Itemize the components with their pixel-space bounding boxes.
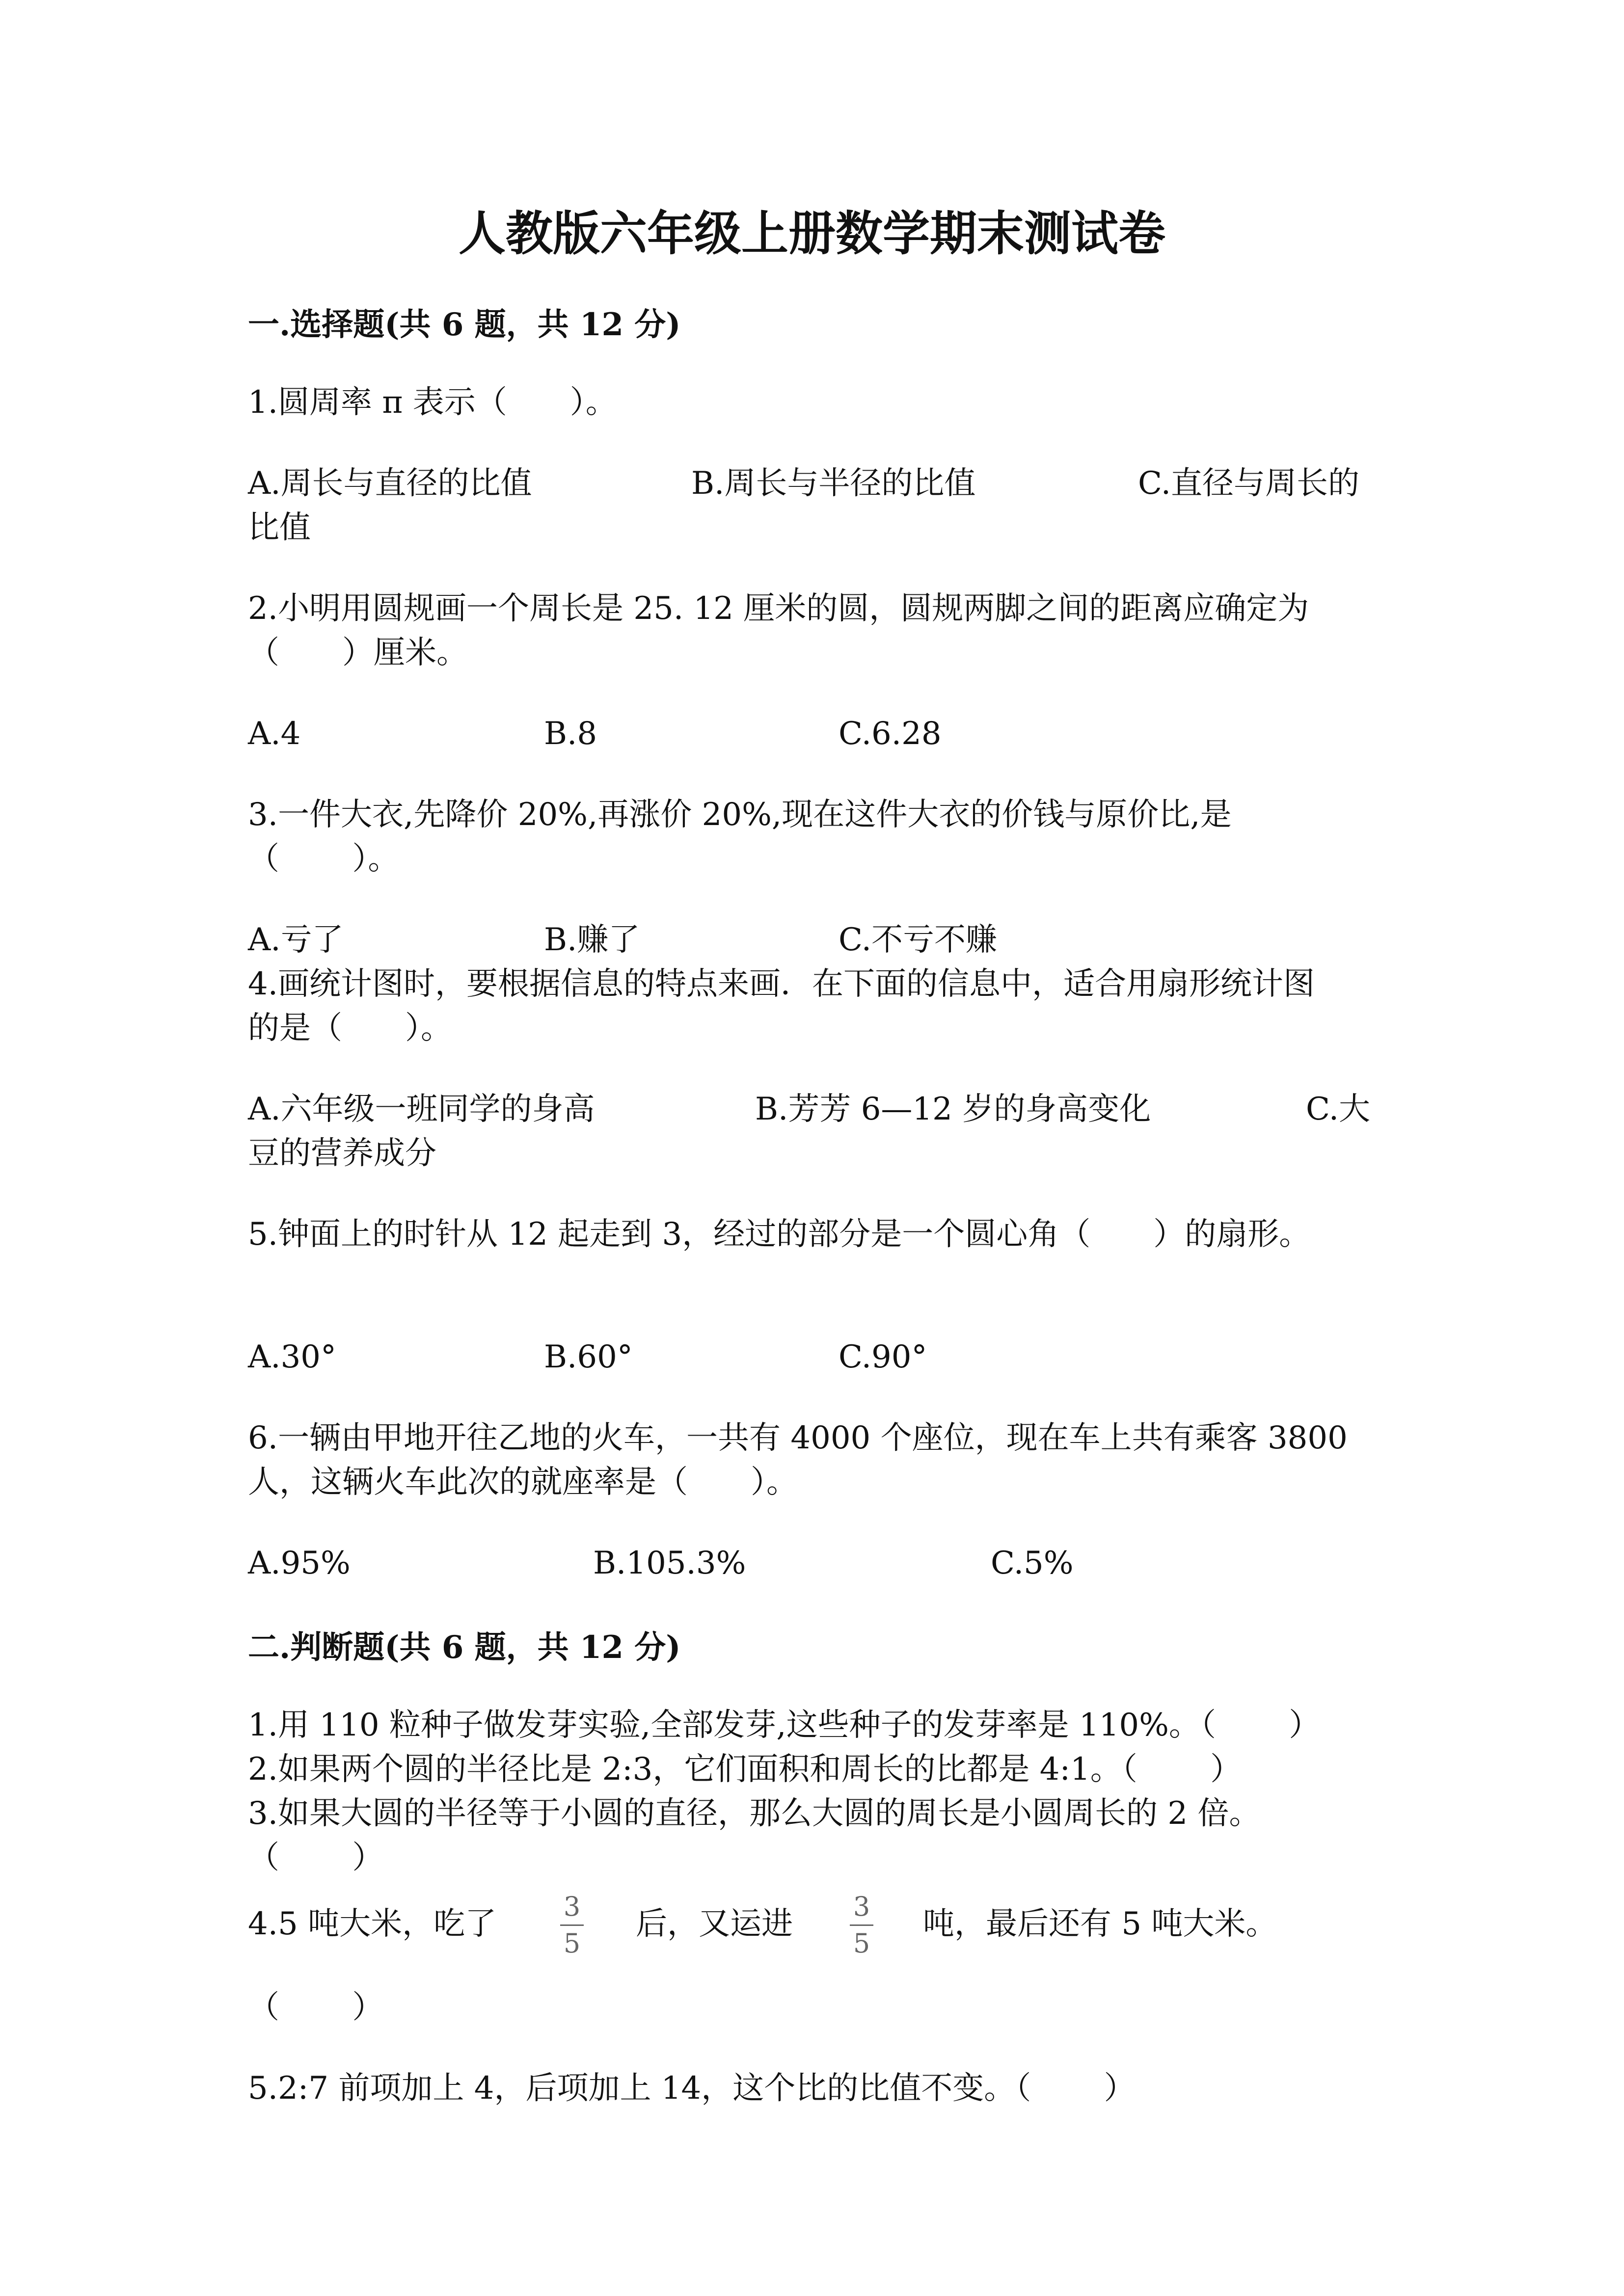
tf-q5: 5.2:7 前项加上 4，后项加上 14，这个比的比值不变。（ ） <box>248 2070 1136 2107</box>
q2-stem-line2: （ ）厘米。 <box>248 635 468 671</box>
tf-q1: 1.用 110 粒种子做发芽实验,全部发芽,这些种子的发芽率是 110%。（ ） <box>248 1707 1321 1743</box>
q1-stem: 1.圆周率 π 表示（ ）。 <box>248 384 617 421</box>
q4-option-c: C.大 <box>1306 1091 1371 1127</box>
q4-option-c-cont: 豆的营养成分 <box>248 1135 436 1172</box>
q5-option-b: B.60° <box>544 1339 633 1375</box>
q5-option-a: A.30° <box>248 1339 336 1375</box>
fraction-bar <box>560 1924 584 1926</box>
fraction-denominator: 5 <box>563 1928 581 1959</box>
q6-stem-line1: 6.一辆由甲地开往乙地的火车，一共有 4000 个座位，现在车上共有乘客 3800 <box>248 1420 1348 1456</box>
tf-q3-line1: 3.如果大圆的半径等于小圆的直径，那么大圆的周长是小圆周长的 2 倍。 <box>248 1795 1261 1832</box>
q6-stem-line2: 人，这辆火车此次的就座率是（ ）。 <box>248 1464 798 1500</box>
q6-option-a: A.95% <box>248 1545 351 1581</box>
q6-option-b: B.105.3% <box>593 1545 746 1581</box>
tf-q4-blank: （ ） <box>248 1989 384 2026</box>
q2-option-a: A.4 <box>248 716 301 752</box>
fraction-numerator: 3 <box>563 1891 581 1922</box>
section1-heading: 一.选择题(共 6 题，共 12 分) <box>248 306 681 343</box>
q5-stem: 5.钟面上的时针从 12 起走到 3，经过的部分是一个圆心角（ ）的扇形。 <box>248 1216 1311 1253</box>
section2-heading: 二.判断题(共 6 题，共 12 分) <box>248 1629 681 1666</box>
fraction-bar <box>850 1924 873 1926</box>
tf-q4-fraction-2 <box>847 1892 876 1958</box>
fraction-denominator: 5 <box>853 1928 870 1959</box>
q2-option-c: C.6.28 <box>839 716 942 752</box>
page-title: 人教版六年级上册数学期末测试卷 <box>459 206 1165 261</box>
q3-option-b: B.赚了 <box>544 922 640 958</box>
q3-option-c: C.不亏不赚 <box>839 922 998 958</box>
fraction-numerator: 3 <box>853 1891 870 1922</box>
q4-stem-line2: 的是（ ）。 <box>248 1010 452 1046</box>
q4-option-b: B.芳芳 6—12 岁的身高变化 <box>755 1091 1151 1127</box>
q4-stem-line1: 4.画统计图时，要根据信息的特点来画．在下面的信息中，适合用扇形统计图 <box>248 966 1315 1002</box>
q5-option-c: C.90° <box>839 1339 927 1375</box>
tf-q4-fraction-1 <box>557 1892 587 1958</box>
tf-q2: 2.如果两个圆的半径比是 2:3，它们面积和周长的比都是 4:1。（ ） <box>248 1751 1242 1788</box>
tf-q3-line2: （ ） <box>248 1840 384 1876</box>
q3-stem-line2: （ ）。 <box>248 841 400 877</box>
q2-option-b: B.8 <box>544 716 597 752</box>
tf-q4-part2: 后，又运进 <box>636 1906 793 1942</box>
q3-option-a: A.亏了 <box>248 922 344 958</box>
q3-stem-line1: 3.一件大衣,先降价 20%,再涨价 20%,现在这件大衣的价钱与原价比,是 <box>248 797 1232 833</box>
q1-option-a: A.周长与直径的比值 <box>248 465 532 502</box>
q2-stem-line1: 2.小明用圆规画一个周长是 25. 12 厘米的圆，圆规两脚之间的距离应确定为 <box>248 590 1309 627</box>
q1-option-c: C.直径与周长的 <box>1138 465 1360 502</box>
q1-option-b: B.周长与半径的比值 <box>691 465 976 502</box>
q6-option-c: C.5% <box>991 1545 1074 1581</box>
tf-q4-part3: 吨，最后还有 5 吨大米。 <box>923 1906 1277 1942</box>
q1-option-c-cont: 比值 <box>248 509 311 546</box>
q4-option-a: A.六年级一班同学的身高 <box>248 1091 595 1127</box>
tf-q4-part1: 4.5 吨大米，吃了 <box>248 1906 497 1942</box>
